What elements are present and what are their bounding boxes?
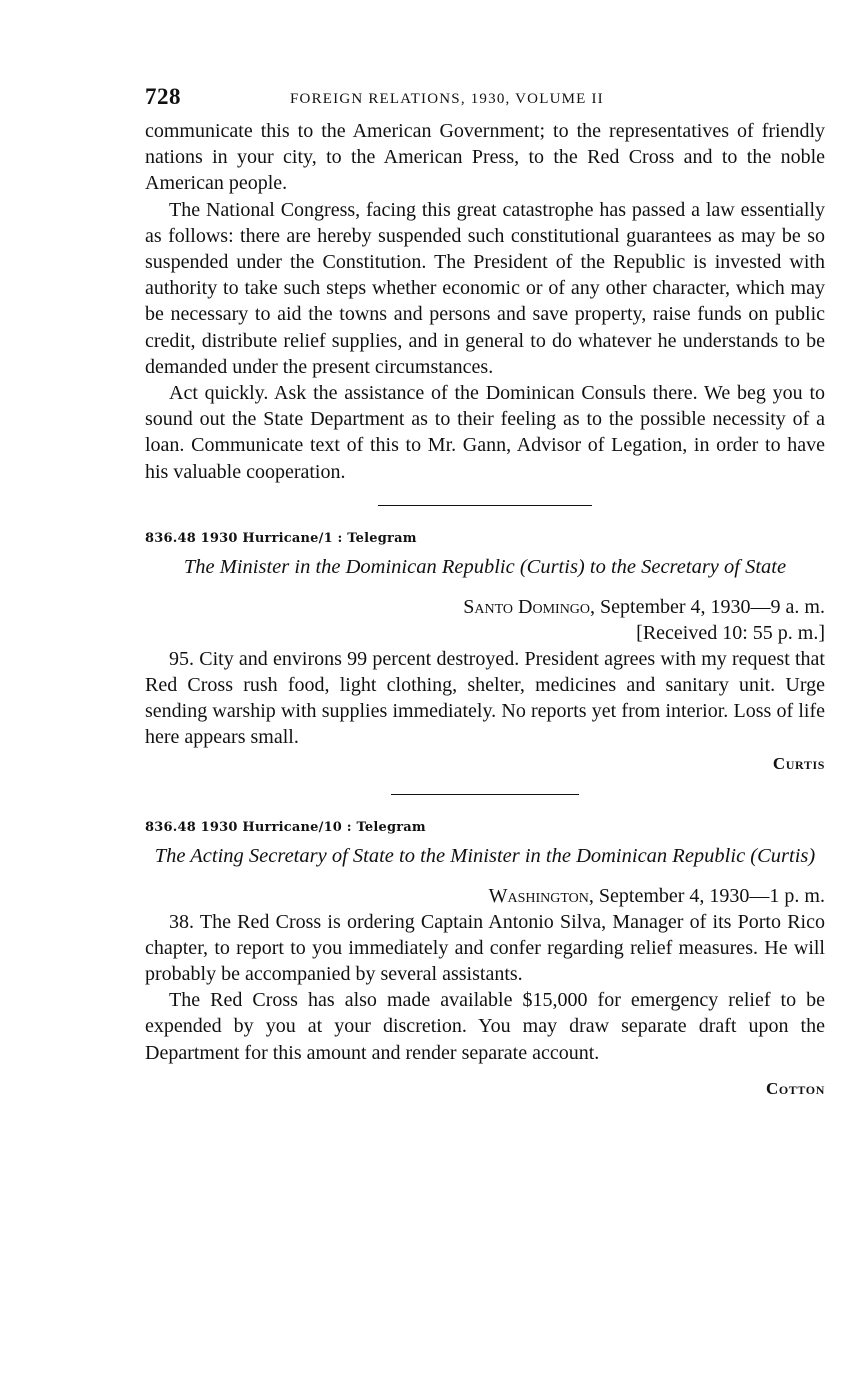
dateline-place: Washington, <box>488 884 594 907</box>
file-reference: 836.48 1930 Hurricane/10 : Telegram <box>145 819 426 835</box>
section-divider <box>378 505 592 506</box>
page-number: 728 <box>145 84 181 109</box>
intro-paragraph: The National Congress, facing this great catastrophe has passed a law essentially as follows: there are hereby suspended such constitutional guarantees as may be so suspended under the Constitution. The President of the Republic is invested with authority to take such steps whether economic or of any other character, which may be necessary to aid the towns and persons and save property, raise funds on public credit, distribute relief supplies, and in general to do whatever he understands to be demanded under the present circumstances. <box>145 198 825 378</box>
dateline-place: Santo Domingo, <box>463 595 596 618</box>
dateline <box>145 594 825 620</box>
dateline-date: September 4, 1930—9 a. m. <box>600 595 825 618</box>
received-note: [Received 10: 55 p. m.] <box>636 621 825 644</box>
dateline-date: September 4, 1930—1 p. m. <box>598 884 825 907</box>
signature: Curtis <box>772 753 825 773</box>
running-head: FOREIGN RELATIONS, 1930, VOLUME II <box>290 91 604 107</box>
telegram-body: 95. City and environs 99 percent destroyed. President agrees with my request that Red Cross rush food, light clothing, shelter, medicines and sanitary unit. Urge sending warship with supplies immediately. No reports yet from interior. Loss of life here appears small. <box>145 647 825 749</box>
file-reference: 836.48 1930 Hurricane/1 : Telegram <box>145 530 417 546</box>
document-entry-2 <box>145 819 825 1100</box>
intro-paragraph-continued: communicate this to the American Government; to the representatives of friendly nations in your city, to the American Press, to the Red Cross and to the noble American people. <box>145 120 825 195</box>
document-title: The Acting Secretary of State to the Minister in the Dominican Republic (Curtis) <box>154 844 816 867</box>
telegram-body: 38. The Red Cross is ordering Captain Antonio Silva, Manager of its Porto Rico chapter, to report to you immediately and confer regarding relief measures. He will probably be accompanied by several assistants. <box>145 910 825 986</box>
page-header <box>145 84 825 118</box>
document-page <box>145 84 825 1100</box>
section-divider <box>391 794 579 795</box>
document-entry-1 <box>145 530 825 775</box>
signature: Cotton <box>765 1078 825 1098</box>
dateline <box>145 883 825 909</box>
intro-paragraph: Act quickly. Ask the assistance of the Dominican Consuls there. We beg you to sound out the State Department as to their feeling as to the possible necessity of a loan. Communicate text of this to Mr. Gann, Advisor of Legation, in order to have his valuable cooperation. <box>145 382 825 483</box>
telegram-body: The Red Cross has also made available $15,000 for emergency relief to be expended by you at your discretion. You may draw separate draft upon the Department for this amount and render separate account. <box>145 989 825 1064</box>
document-title: The Minister in the Dominican Republic (Curtis) to the Secretary of State <box>183 555 787 578</box>
